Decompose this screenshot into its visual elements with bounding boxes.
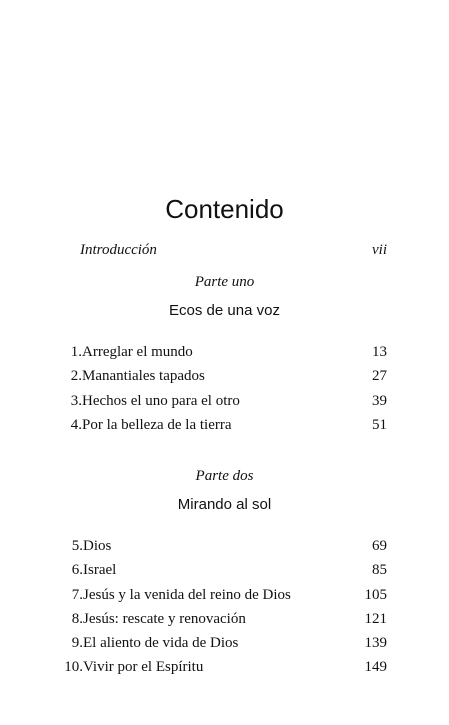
chapter-title: Jesús: rescate y renovación bbox=[83, 610, 246, 627]
chapter-number: 1. bbox=[70, 344, 82, 360]
chapter-title: Vivir por el Espíritu bbox=[83, 659, 204, 676]
toc-entry-intro bbox=[80, 240, 387, 260]
toc-entry bbox=[60, 415, 387, 439]
part-one-chapter-list bbox=[60, 342, 387, 439]
chapter-title: Arreglar el mundo bbox=[82, 344, 193, 360]
chapter-page-number: 27 bbox=[372, 368, 387, 385]
chapter-title: Dios bbox=[83, 538, 112, 554]
toc-entry bbox=[60, 560, 387, 584]
chapter-number: 3. bbox=[70, 392, 82, 409]
intro-page-number: vii bbox=[372, 242, 387, 258]
page-title: Contenido bbox=[165, 194, 284, 225]
toc-entry bbox=[60, 657, 387, 681]
toc-entry bbox=[60, 366, 387, 390]
chapter-page-number: 39 bbox=[372, 392, 387, 409]
chapter-page-number: 85 bbox=[372, 562, 387, 579]
chapter-title: El aliento de vida de Dios bbox=[83, 635, 239, 652]
chapter-title: Por la belleza de la tierra bbox=[82, 416, 232, 433]
intro-title: Introducción bbox=[80, 242, 157, 258]
toc-entry bbox=[60, 391, 387, 415]
chapter-page-number: 139 bbox=[364, 635, 387, 652]
part-two-title: Mirando al sol bbox=[177, 496, 272, 513]
part-two-label: Parte dos bbox=[195, 468, 254, 484]
chapter-title: Israel bbox=[83, 562, 117, 579]
chapter-number: 4. bbox=[70, 416, 82, 433]
chapter-number: 10. bbox=[64, 659, 83, 676]
chapter-title: Manantiales tapados bbox=[82, 368, 205, 385]
toc-entry bbox=[60, 342, 387, 366]
chapter-number: 9. bbox=[71, 635, 83, 652]
chapter-page-number: 69 bbox=[372, 538, 387, 554]
chapter-page-number: 121 bbox=[364, 610, 387, 627]
chapter-number: 6. bbox=[71, 562, 83, 579]
toc-entry bbox=[60, 609, 387, 633]
chapter-number: 7. bbox=[71, 586, 83, 603]
chapter-number: 2. bbox=[70, 368, 82, 385]
toc-entry bbox=[60, 536, 387, 560]
chapter-page-number: 149 bbox=[364, 659, 387, 676]
toc-entry bbox=[60, 585, 387, 609]
part-one-label: Parte uno bbox=[194, 274, 255, 290]
part-two-chapter-list bbox=[60, 536, 387, 682]
chapter-page-number: 13 bbox=[372, 344, 387, 360]
chapter-page-number: 51 bbox=[372, 416, 387, 433]
part-one-title: Ecos de una voz bbox=[169, 302, 280, 319]
chapter-page-number: 105 bbox=[364, 586, 387, 603]
chapter-number: 5. bbox=[71, 538, 83, 554]
chapter-number: 8. bbox=[71, 610, 83, 627]
chapter-title: Jesús y la venida del reino de Dios bbox=[83, 586, 291, 603]
toc-entry bbox=[60, 633, 387, 657]
chapter-title: Hechos el uno para el otro bbox=[82, 392, 240, 409]
